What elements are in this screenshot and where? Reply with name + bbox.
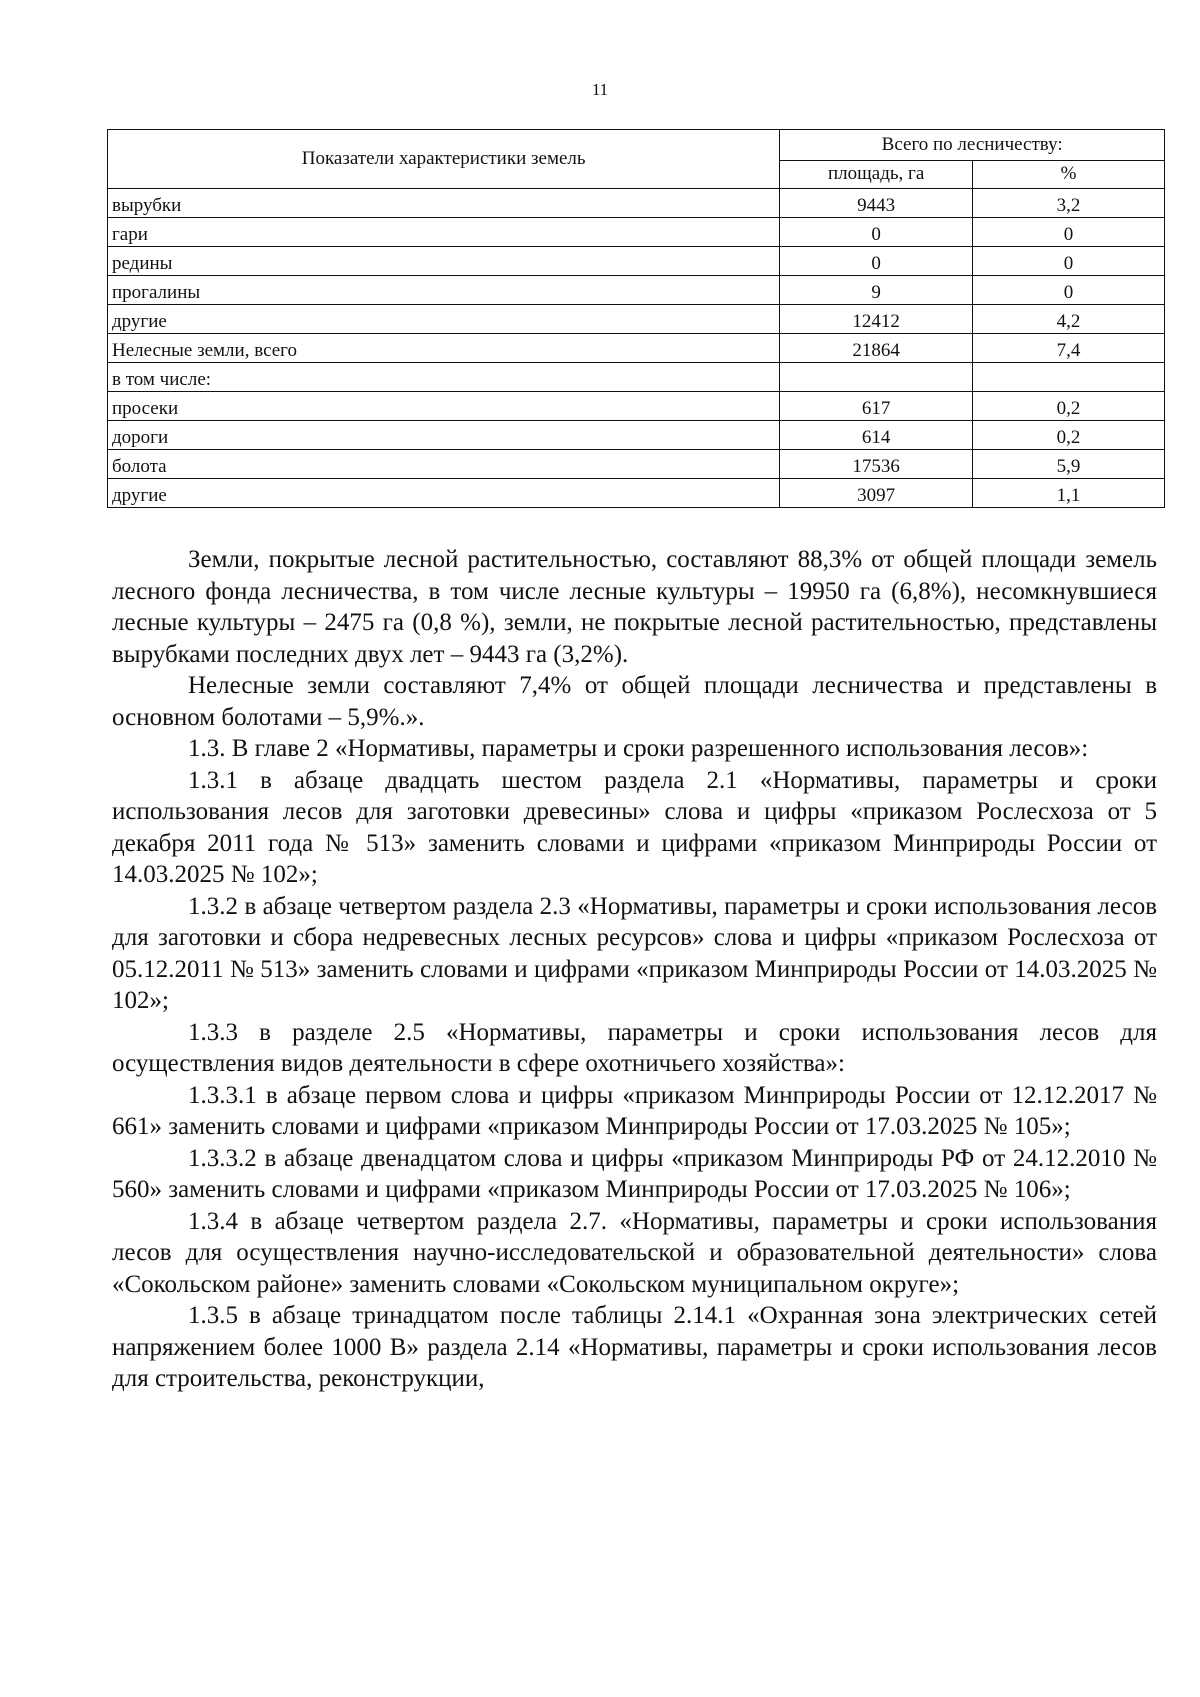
row-label: редины bbox=[108, 247, 780, 276]
row-area: 17536 bbox=[780, 450, 973, 479]
row-percent: 0 bbox=[972, 218, 1164, 247]
row-label: Нелесные земли, всего bbox=[108, 334, 780, 363]
paragraph-1-3-3: 1.3.3 в разделе 2.5 «Нормативы, параметры и сроки использования лесов для осуществления видов деятельности в сфере охотничьего хозяйства»: bbox=[112, 1018, 1157, 1077]
row-percent: 4,2 bbox=[972, 305, 1164, 334]
paragraph-1-3-2: 1.3.2 в абзаце четвертом раздела 2.3 «Нормативы, параметры и сроки использования лесов для заготовки и сбора недревесных лесных ресурсов» слова и цифры «приказом Рослесхоза от 05.12.2011 № 513» заменить словами и цифрами «приказом Минприроды России от 14.03.2025 № 102»; bbox=[112, 892, 1157, 1014]
row-label: болота bbox=[108, 450, 780, 479]
row-area: 9443 bbox=[780, 189, 973, 218]
row-percent bbox=[972, 363, 1164, 392]
paragraph-1-3-3-2: 1.3.3.2 в абзаце двенадцатом слова и цифры «приказом Минприроды РФ от 24.12.2010 № 560» заменить словами и цифрами «приказом Минприроды России от 17.03.2025 № 106»; bbox=[112, 1144, 1157, 1203]
table-row bbox=[108, 305, 1165, 334]
row-area: 3097 bbox=[780, 479, 973, 508]
header-percent: % bbox=[972, 160, 1164, 188]
paragraph-forest-cover: Земли, покрытые лесной растительностью, составляют 88,3% от общей площади земель лесного фонда лесничества, в том числе лесные культуры – 19950 га (6,8%), несомкнувшиеся лесные культуры – 2475 га (0,8 %), земли, не покрытые лесной растительностью, представлены вырубками последних двух лет – 9443 га (3,2%). bbox=[112, 546, 1157, 668]
table-row bbox=[108, 450, 1165, 479]
table-row bbox=[108, 276, 1165, 305]
row-label: прогалины bbox=[108, 276, 780, 305]
table-row bbox=[108, 479, 1165, 508]
row-area: 9 bbox=[780, 276, 973, 305]
row-percent: 1,1 bbox=[972, 479, 1164, 508]
row-area: 617 bbox=[780, 392, 973, 421]
page-number: 11 bbox=[591, 80, 609, 99]
row-percent: 0 bbox=[972, 247, 1164, 276]
table-row bbox=[108, 421, 1165, 450]
header-area: площадь, га bbox=[780, 160, 973, 188]
row-percent: 0,2 bbox=[972, 421, 1164, 450]
header-indicators: Показатели характеристики земель bbox=[108, 130, 780, 189]
paragraph-1-3: 1.3. В главе 2 «Нормативы, параметры и сроки разрешенного использования лесов»: bbox=[188, 735, 1089, 762]
row-area: 0 bbox=[780, 218, 973, 247]
document-body bbox=[112, 544, 1157, 1395]
paragraph-1-3-4: 1.3.4 в абзаце четвертом раздела 2.7. «Нормативы, параметры и сроки использования лесов для осуществления научно-исследовательской и образовательной деятельности» слова «Сокольском районе» заменить словами «Сокольском муниципальном округе»; bbox=[112, 1207, 1157, 1298]
table-row bbox=[108, 189, 1165, 218]
row-label: в том числе: bbox=[108, 363, 780, 392]
row-percent: 0,2 bbox=[972, 392, 1164, 421]
row-area: 614 bbox=[780, 421, 973, 450]
row-area: 0 bbox=[780, 247, 973, 276]
table-row bbox=[108, 363, 1165, 392]
row-label: просеки bbox=[108, 392, 780, 421]
table-row bbox=[108, 218, 1165, 247]
row-percent: 3,2 bbox=[972, 189, 1164, 218]
row-label: другие bbox=[108, 305, 780, 334]
row-percent: 7,4 bbox=[972, 334, 1164, 363]
paragraph-1-3-1: 1.3.1 в абзаце двадцать шестом раздела 2.1 «Нормативы, параметры и сроки использования лесов для заготовки древесины» слова и цифры «приказом Рослесхоза от 5 декабря 2011 года № 513» заменить словами и цифрами «приказом Минприроды России от 14.03.2025 № 102»; bbox=[112, 766, 1157, 888]
row-label: вырубки bbox=[108, 189, 780, 218]
land-characteristics-table bbox=[107, 129, 1165, 508]
row-area: 21864 bbox=[780, 334, 973, 363]
paragraph-1-3-5: 1.3.5 в абзаце тринадцатом после таблицы 2.14.1 «Охранная зона электрических сетей напряжением более 1000 В» раздела 2.14 «Нормативы, параметры и сроки использования лесов для строительства, реконструкции, bbox=[112, 1302, 1157, 1392]
paragraph-1-3-3-1: 1.3.3.1 в абзаце первом слова и цифры «приказом Минприроды России от 12.12.2017 № 661» заменить словами и цифрами «приказом Минприроды России от 17.03.2025 № 105»; bbox=[112, 1081, 1157, 1140]
header-total: Всего по лесничеству: bbox=[780, 130, 1165, 161]
table-row bbox=[108, 334, 1165, 363]
row-label: дороги bbox=[108, 421, 780, 450]
table-row bbox=[108, 392, 1165, 421]
row-area: 12412 bbox=[780, 305, 973, 334]
row-percent: 0 bbox=[972, 276, 1164, 305]
table-row bbox=[108, 247, 1165, 276]
row-label: гари bbox=[108, 218, 780, 247]
row-percent: 5,9 bbox=[972, 450, 1164, 479]
row-label: другие bbox=[108, 479, 780, 508]
row-area bbox=[780, 363, 973, 392]
paragraph-non-forest: Нелесные земли составляют 7,4% от общей площади лесничества и представлены в основном болотами – 5,9%.». bbox=[112, 672, 1157, 731]
